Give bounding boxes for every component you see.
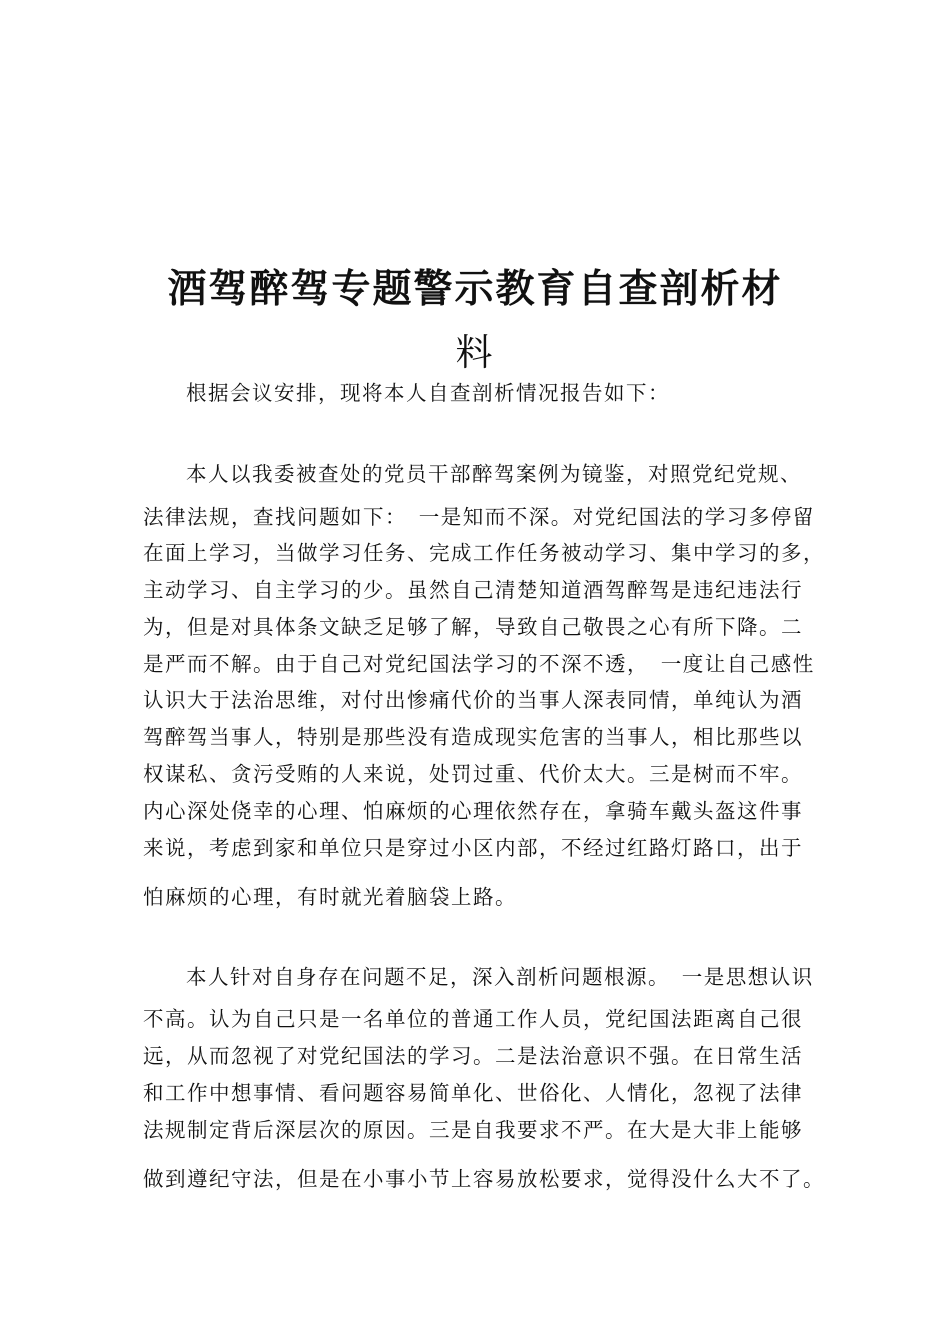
paragraph1-line: 是严而不解。由于自己对党纪国法学习的不深不透， 一度让自己感性 [143, 652, 815, 676]
paragraph1-line: 内心深处侥幸的心理、怕麻烦的心理依然存在，拿骑车戴头盔这件事 [143, 799, 803, 823]
paragraph1-line: 主动学习、自主学习的少。虽然自己清楚知道酒驾醉驾是违纪违法行 [143, 578, 803, 602]
paragraph2-line: 本人针对自身存在问题不足，深入剖析问题根源。 一是思想认识 [186, 965, 814, 989]
paragraph1-line: 认识大于法治思维，对付出惨痛代价的当事人深表同情，单纯认为酒 [143, 688, 803, 712]
paragraph1-line: 法律法规，查找问题如下： 一是知而不深。对党纪国法的学习多停留 [143, 505, 815, 529]
paragraph1-line: 来说，考虑到家和单位只是穿过小区内部，不经过红路灯路口，出于 [143, 836, 803, 860]
paragraph1-line: 在面上学习，当做学习任务、完成工作任务被动学习、集中学习的多， [143, 541, 825, 565]
paragraph2-line: 做到遵纪守法，但是在小事小节上容易放松要求，觉得没什么大不了。 [143, 1167, 825, 1191]
paragraph2-line: 远，从而忽视了对党纪国法的学习。二是法治意识不强。在日常生活 [143, 1044, 803, 1068]
paragraph1-line: 本人以我委被查处的党员干部醉驾案例为镜鉴，对照党纪党规、 [186, 462, 802, 486]
document-title-continuation: 料 [455, 331, 495, 374]
document-title: 酒驾醉驾专题警示教育自查剖析材 [167, 266, 783, 312]
paragraph2-line: 和工作中想事情、看问题容易简单化、世俗化、人情化，忽视了法律 [143, 1081, 803, 1105]
paragraph1-line: 权谋私、贪污受贿的人来说，处罚过重、代价太大。三是树而不牢。 [143, 762, 803, 786]
intro-text: 根据会议安排，现将本人自查剖析情况报告如下： [186, 381, 670, 405]
paragraph1-line: 为，但是对具体条文缺乏足够了解，导致自己敬畏之心有所下降。二 [143, 615, 803, 639]
paragraph1-line: 怕麻烦的心理，有时就光着脑袋上路。 [143, 885, 517, 909]
paragraph2-line: 不高。认为自己只是一名单位的普通工作人员，党纪国法距离自己很 [143, 1007, 803, 1031]
paragraph1-line: 驾醉驾当事人，特别是那些没有造成现实危害的当事人，相比那些以 [143, 725, 803, 749]
paragraph2-line: 法规制定背后深层次的原因。三是自我要求不严。在大是大非上能够 [143, 1118, 803, 1142]
